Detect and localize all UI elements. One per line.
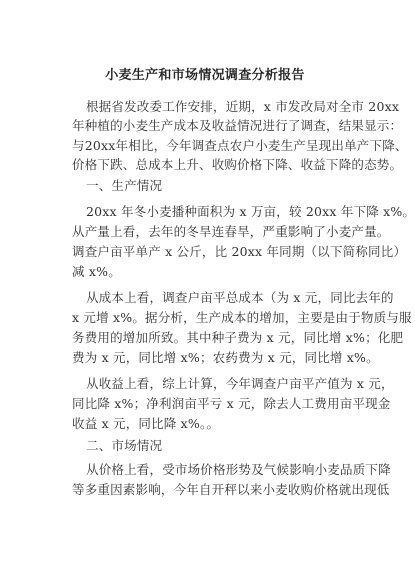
paragraph-line: 20xx 年冬小麦播种面积为 x 万亩，较 20xx 年下降 x%。: [86, 204, 415, 219]
paragraph-line: 从价格上看，受市场价格形势及气候影响小麦品质下降: [86, 462, 391, 477]
paragraph-line: 根据省发改委工作安排，近期，x 市发改局对全市 20xx: [86, 99, 400, 114]
paragraph-line: 收益 x 元，同比降 x%。。: [72, 416, 220, 431]
paragraph-line: 务费用的增加所致。其中种子费为 x 元，同比增 x%；化肥: [72, 330, 404, 345]
paragraph-line: 与20xx年相比，今年调查点农户小麦生产呈现出单产下降、: [72, 138, 408, 153]
paragraph-line: 同比降 x%；净利润亩平亏 x 元，除去人工费用亩平现金: [72, 396, 391, 411]
paragraph-line: 减 x%。: [72, 264, 121, 279]
document-title: 小麦生产和市场情况调查分析报告: [105, 68, 305, 83]
paragraph-line: x 元增 x%。据分析，生产成本的增加，主要是由于物质与服: [72, 310, 412, 325]
paragraph-line: 调查户亩平单产 x 公斤，比 20xx 年同期（以下简称同比）: [72, 244, 407, 259]
paragraph-line: 年种植的小麦生产成本及收益情况进行了调查，结果显示：: [72, 118, 403, 133]
paragraph-line: 费为 x 元，同比增 x%；农药费为 x 元，同比增 x%。: [72, 350, 379, 365]
paragraph-line: 价格下跌、总成本上升、收购价格下降、收益下降的态势。: [72, 157, 403, 172]
section-heading: 二、市场情况: [86, 438, 163, 453]
paragraph-line: 从成本上看，调查户亩平总成本（为 x 元，同比去年的: [86, 290, 394, 305]
paragraph-line: 等多重因素影响，今年自开秤以来小麦收购价格就出现低: [72, 482, 390, 497]
section-heading: 一、生产情况: [86, 178, 163, 193]
paragraph-line: 从产量上看，去年的冬旱连春旱，严重影响了小麦产量。: [72, 224, 390, 239]
paragraph-line: 从收益上看，综上计算，今年调查户亩平产值为 x 元，: [86, 376, 394, 391]
